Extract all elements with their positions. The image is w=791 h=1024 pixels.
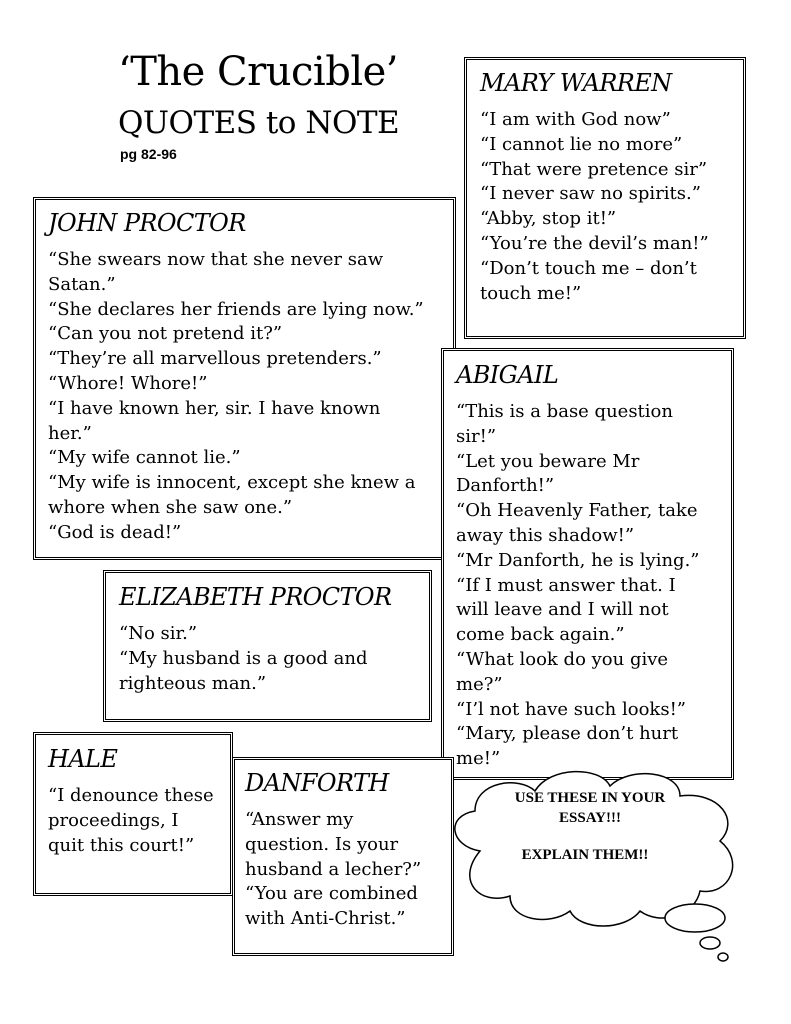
john-proctor-box [33,197,456,560]
quote-line: “You are combined [245,883,418,905]
quote-line: “Whore! Whore!” [48,372,208,394]
quote-line: “What look do you give [456,648,669,670]
quote-line: righteous man.” [119,672,267,694]
quote-line: “She swears now that she never saw [48,249,384,270]
quote-line: me!” [456,748,501,770]
page-reference: pg 82-96 [120,146,177,162]
page-title: ‘The Crucible’ [118,49,399,95]
quote-line: proceedings, I [48,809,179,831]
quote-line: “I have known her, sir. I have known [48,397,381,419]
section-heading: ABIGAIL [456,361,559,389]
quote-line: “No sir.” [119,623,198,644]
quote-line: quit this court!” [48,834,195,856]
quote-line: come back again.” [456,624,625,646]
quote-line: “Oh Heavenly Father, take [456,500,698,522]
abigail-box [441,348,734,780]
quote-line: “God is dead!” [48,521,182,543]
quote-line: “I denounce these [48,785,214,806]
cloud-instruction-explain: EXPLAIN THEM!! [521,847,649,863]
quote-list [456,400,723,772]
quote-line: will leave and I will not [456,599,669,621]
quote-line: “If I must answer that. I [456,574,676,596]
quote-line: Satan.” [48,273,116,295]
quote-line: with Anti-Christ.” [245,908,406,930]
quote-line: “My wife cannot lie.” [48,447,241,469]
quote-line: touch me!” [480,282,582,304]
danforth-box [232,757,454,956]
section-heading: DANFORTH [245,769,389,797]
section-heading: HALE [48,745,118,773]
quote-list [119,622,421,696]
section-heading: MARY WARREN [480,69,672,97]
quote-list [480,108,735,306]
quote-line: away this shadow!” [456,524,635,546]
quote-line: sir!” [456,425,497,447]
quote-line: me?” [456,673,503,695]
quote-line: “You’re the devil’s man!” [480,232,709,254]
hale-box [33,732,233,896]
quote-line: “Mary, please don’t hurt [456,723,679,745]
quote-line: “Can you not pretend it?” [48,323,283,345]
quote-line: her.” [48,422,92,444]
cloud-instruction-essay: USE THESE IN YOUR ESSAY!!! [514,790,666,826]
section-heading: JOHN PROCTOR [48,209,246,237]
elizabeth-proctor-box [103,570,432,722]
quote-line: “I’l not have such looks!” [456,698,687,720]
quote-list [245,808,445,932]
quote-line: “Answer my [245,809,354,830]
quote-line: “My wife is innocent, except she knew a [48,472,416,494]
quote-line: Danforth!” [456,475,555,497]
quote-line: question. Is your [245,833,399,855]
page-subtitle: QUOTES to NOTE [118,105,400,141]
quote-line: “They’re all marvellous pretenders.” [48,348,382,370]
quote-line: “Mr Danforth, he is lying.” [456,549,700,571]
quote-line: “Let you beware Mr [456,450,640,472]
quote-line: “I am with God now” [480,109,671,130]
quote-line: “This is a base question [456,401,673,422]
quote-line: “Abby, stop it!” [480,208,617,230]
quote-line: “I cannot lie no more” [480,133,683,155]
quote-line: “That were pretence sir” [480,158,708,180]
quote-line: “My husband is a good and [119,647,368,669]
mary-warren-box [464,57,746,339]
quote-line: “She declares her friends are lying now.” [48,298,424,320]
quote-line: whore when she saw one.” [48,496,293,518]
quote-list [48,248,445,546]
quote-line: “Don’t touch me – don’t [480,257,697,279]
quote-list [48,784,224,858]
quote-line: “I never saw no spirits.” [480,183,701,205]
quote-line: husband a lecher?” [245,858,422,880]
section-heading: ELIZABETH PROCTOR [119,583,392,611]
